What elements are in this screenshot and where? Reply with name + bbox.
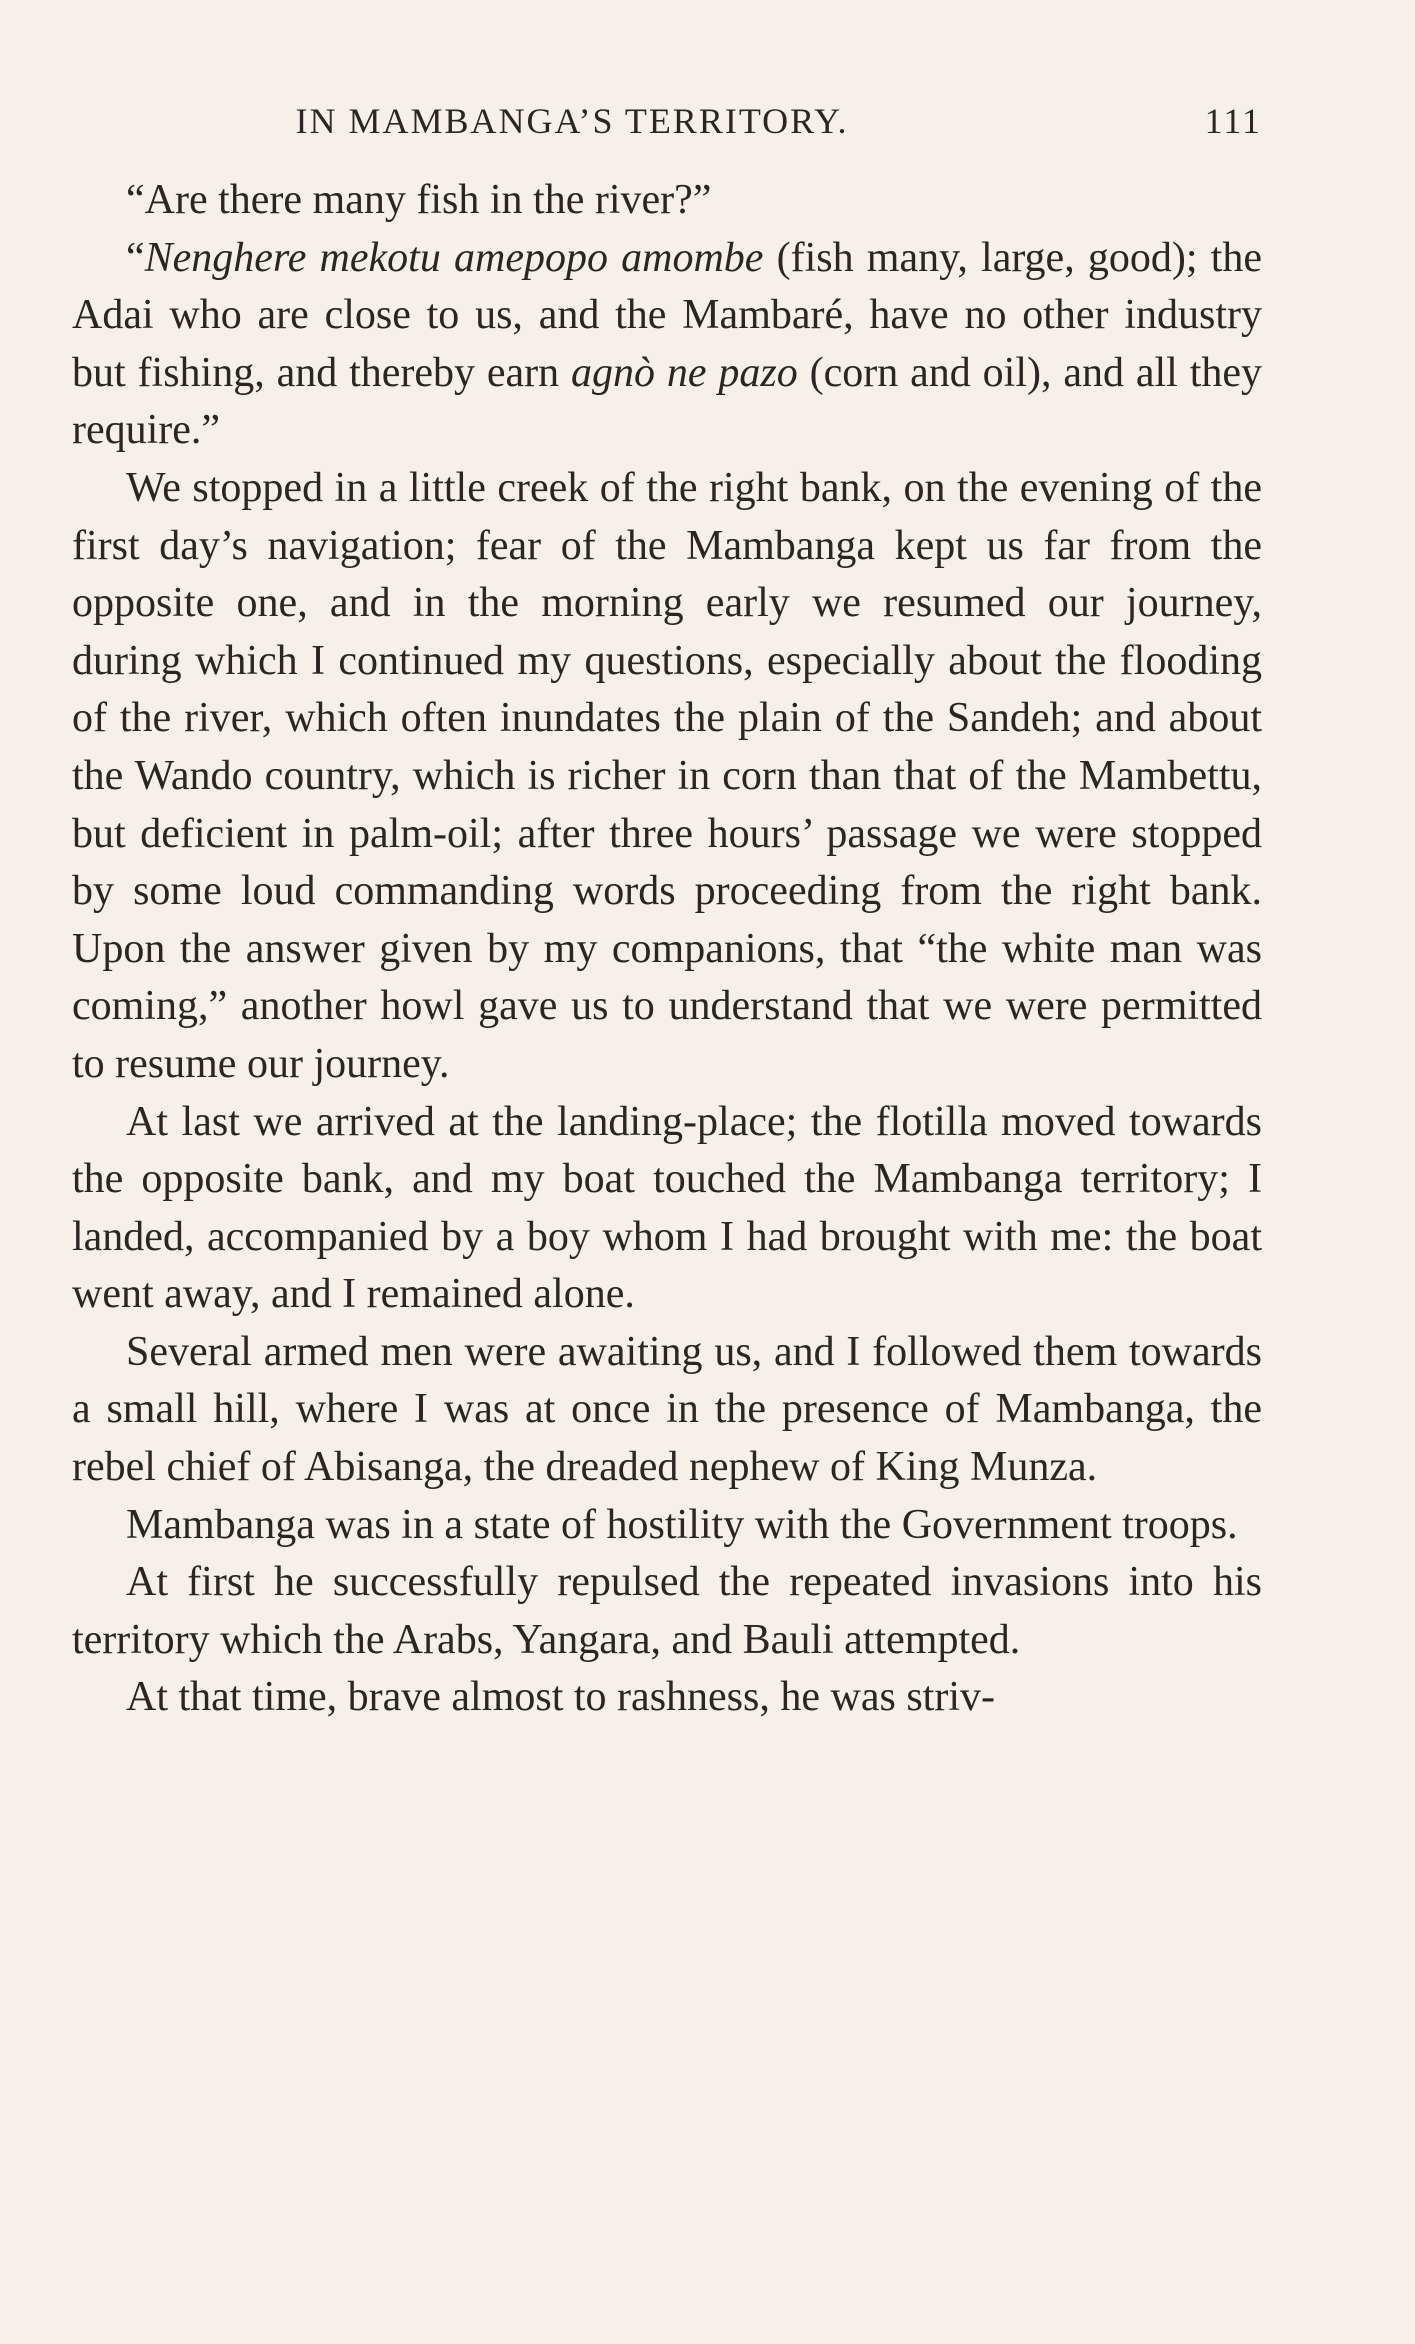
- italic-text: Nenghere mekotu amepopo amombe: [144, 234, 764, 281]
- paragraph: [72, 230, 1262, 460]
- running-head: [72, 100, 1262, 150]
- paragraph-text: At that time, brave almost to rashness, he was striv-: [126, 1674, 995, 1721]
- paragraph: [72, 172, 1262, 230]
- paragraph-text: Several armed men were awaiting us, and I followed them towards a small hill, where I was at once in the presence of Mambanga, the rebel chief of Abisanga, the dreaded nephew of King Munza.: [72, 1328, 1262, 1491]
- paragraph-text: At last we arrived at the landing-place; the flotilla moved towards the opposite bank, and my boat touched the Mambanga territory; I landed, accompanied by a boy whom I had brought with me: the boat went away, and I remained alone.: [72, 1098, 1262, 1318]
- page-number: 111: [1204, 101, 1262, 141]
- paragraph: [72, 1554, 1262, 1669]
- paragraph: [72, 1669, 1262, 1727]
- paragraph-text: At first he successfully repulsed the repeated invasions into his territory which the Arabs, Yangara, and Bauli attempted.: [72, 1559, 1262, 1663]
- body-text: [72, 172, 1262, 1727]
- paragraph-text: Mambanga was in a state of hostility with the Government troops.: [126, 1501, 1238, 1548]
- italic-text: agnò ne pazo: [571, 349, 798, 396]
- paragraph-text: (fish many, large, good); the Adai who are close to us, and the Mambaré, have no other industry but fishing, and thereby earn: [72, 234, 1262, 396]
- paragraph: [72, 1324, 1262, 1497]
- paragraph-text: “: [126, 234, 145, 281]
- paragraph-text: “Are there many fish in the river?”: [126, 177, 712, 223]
- paragraph: [72, 460, 1262, 1094]
- paragraph-text: We stopped in a little creek of the right bank, on the evening of the first day’s navigation; fear of the Mambanga kept us far from the opposite one, and in the morning early we resumed our journey, during which I continued my questions, especially about the flooding of the river, which often inundates the plain of the Sandeh; and about the Wando country, which is richer in corn than that of the Mambettu, but deficient in palm-oil; after three hours’ passage we were stopped by some loud commanding words proceeding from the right bank. Upon the answer given by my companions, that “the white man was coming,” another howl gave us to understand that we were permitted to resume our journey.: [72, 464, 1262, 1087]
- paragraph: [72, 1497, 1262, 1555]
- paragraph: [72, 1094, 1262, 1324]
- paragraph-text: (corn and oil), and all they require.”: [72, 349, 1263, 454]
- running-title: IN MAMBANGA’S TERRITORY.: [295, 101, 849, 141]
